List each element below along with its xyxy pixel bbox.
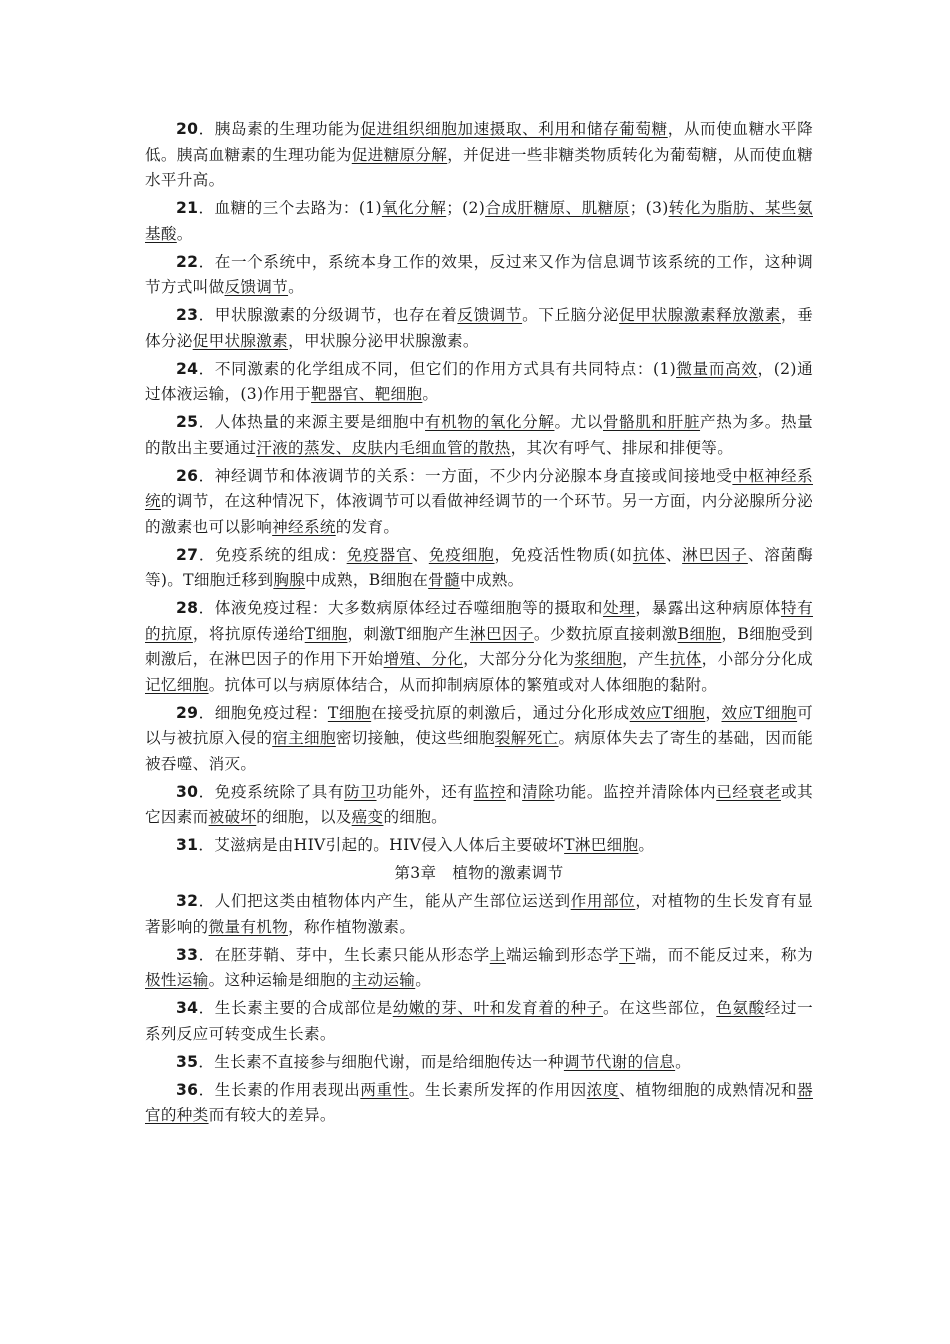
item-text: ．生长素不直接参与细胞代谢，而是给细胞传达一种 xyxy=(198,1052,564,1071)
numbered-item xyxy=(145,464,813,541)
underlined-answer: 骨髓 xyxy=(428,571,460,589)
item-number: 30 xyxy=(176,782,199,801)
item-text: 。 xyxy=(422,385,439,403)
item-text: ．人们把这类由植物体内产生，能从产生部位运送到 xyxy=(198,892,571,910)
underlined-answer: 监控 xyxy=(473,782,506,801)
underlined-answer: 淋巴因子 xyxy=(470,624,534,643)
item-text: ．神经调节和体液调节的关系：一方面，不少内分泌腺本身直接或间接地受 xyxy=(198,466,733,485)
item-number: 26 xyxy=(176,466,199,485)
underlined-answer: 作用部位 xyxy=(570,892,636,910)
document-page xyxy=(145,117,813,1131)
item-text: 。在这些部位， xyxy=(602,999,717,1017)
underlined-answer: 调节代谢的信息 xyxy=(563,1052,676,1071)
item-text: 或其它因素而 xyxy=(145,782,814,826)
item-text: 的发育。 xyxy=(335,517,400,536)
item-text: ．在一个系统中，系统本身工作的效果，反过来又作为信息调节该系统的工作，这种调节方式叫做 xyxy=(145,252,813,296)
underlined-answer: 特有的抗原 xyxy=(145,599,813,643)
item-number: 35 xyxy=(176,1052,199,1071)
item-text: 产热为多。热量的散出主要通过 xyxy=(145,413,813,457)
item-number: 33 xyxy=(176,945,199,964)
item-text: ，免疫活性物质(如 xyxy=(494,545,633,564)
underlined-answer: 微量而高效 xyxy=(676,359,758,378)
item-text: ，对植物的生长发育有显著影响的 xyxy=(145,892,813,936)
underlined-answer: 主动运输 xyxy=(351,971,416,989)
item-text: ，(2)通过体液运输，(3)作用于 xyxy=(145,359,813,403)
item-text: ．免疫系统的组成： xyxy=(198,545,347,564)
underlined-answer: 裂解死亡 xyxy=(494,729,559,747)
numbered-item xyxy=(145,196,813,247)
underlined-answer: 胸腺 xyxy=(273,571,306,589)
underlined-answer: 转化为脂肪、某些氨基酸 xyxy=(145,199,813,243)
item-text: ， xyxy=(705,703,722,722)
item-number: 29 xyxy=(176,703,199,722)
underlined-answer: 效应T细胞 xyxy=(629,703,706,722)
item-text: 功能外，还有 xyxy=(376,782,474,801)
underlined-answer: 抗体 xyxy=(632,545,666,564)
item-text: 密切接触，使这些细胞 xyxy=(335,729,495,747)
item-text: 。 xyxy=(675,1052,692,1071)
item-text: ，垂体分泌 xyxy=(145,306,813,350)
item-text: ，暴露出这种病原体 xyxy=(635,599,781,617)
numbered-item xyxy=(145,596,813,698)
numbered-item xyxy=(145,996,813,1047)
chapter-title: 第3章 植物的激素调节 xyxy=(394,864,564,882)
item-text: ．胰岛素的生理功能为 xyxy=(198,120,361,138)
item-text: 。下丘脑分泌 xyxy=(522,306,620,324)
underlined-answer: 神经系统 xyxy=(272,517,336,536)
underlined-answer: T淋巴细胞 xyxy=(564,836,639,854)
item-text: ．人体热量的来源主要是细胞中 xyxy=(198,413,426,431)
underlined-answer: 清除 xyxy=(522,782,555,801)
item-text: 、 xyxy=(665,545,683,564)
underlined-answer: 靶器官、靶细胞 xyxy=(311,385,423,403)
numbered-item xyxy=(145,357,813,408)
underlined-answer: 幼嫩的芽、叶和发育着的种子 xyxy=(392,999,603,1017)
numbered-item xyxy=(145,543,813,594)
item-text: 。病原体失去了寄生的基础，因而能被吞噬、消灭。 xyxy=(145,729,813,773)
item-number: 22 xyxy=(176,252,199,271)
underlined-answer: 癌变 xyxy=(351,808,384,826)
item-text: 的调节，在这种情况下，体液调节可以看做神经调节的一个环节。另一方面，内分泌腺所分泌的激素也可以影响 xyxy=(145,492,813,536)
underlined-answer: 促进组织细胞加速摄取、利用和储存葡萄糖 xyxy=(360,120,668,138)
item-text: 在接受抗原的刺激后，通过分化形成 xyxy=(371,703,630,722)
underlined-answer: 增殖、分化 xyxy=(383,650,464,668)
item-text: 端，而不能反过来，称为 xyxy=(635,945,813,964)
numbered-item xyxy=(145,117,813,194)
underlined-answer: 下 xyxy=(619,945,636,964)
item-number: 21 xyxy=(176,199,199,217)
item-number: 31 xyxy=(176,836,199,854)
item-number: 32 xyxy=(176,892,199,910)
numbered-item xyxy=(145,410,813,461)
underlined-answer: 宿主细胞 xyxy=(272,729,336,747)
item-text: 的细胞。 xyxy=(383,808,448,826)
item-text: 。尤以 xyxy=(554,413,603,431)
item-text: 、植物细胞的成熟情况和 xyxy=(619,1080,798,1099)
numbered-item xyxy=(145,943,813,994)
underlined-answer: 被破坏 xyxy=(208,808,257,826)
underlined-answer: 上 xyxy=(489,945,506,964)
item-text: 。少数抗原直接刺激 xyxy=(533,624,678,643)
underlined-answer: 免疫器官 xyxy=(346,545,413,564)
item-text: 中成熟，B细胞在 xyxy=(305,571,429,589)
underlined-answer: 合成肝糖原、肌糖原 xyxy=(485,199,630,217)
item-text: 。这种运输是细胞的 xyxy=(208,971,352,989)
underlined-answer: 促甲状腺激素释放激素 xyxy=(619,306,781,324)
item-number: 24 xyxy=(176,359,199,378)
item-text: 。 xyxy=(288,278,304,296)
underlined-answer: T细胞 xyxy=(304,624,348,643)
numbered-item xyxy=(145,303,813,354)
item-text: 和 xyxy=(505,782,523,801)
item-text: ．生长素主要的合成部位是 xyxy=(198,999,393,1017)
underlined-answer: 中枢神经系统 xyxy=(145,466,813,510)
underlined-answer: 浓度 xyxy=(586,1080,620,1099)
underlined-answer: 记忆细胞 xyxy=(145,675,209,694)
underlined-answer: 器官的种类 xyxy=(145,1080,813,1124)
underlined-answer: 防卫 xyxy=(344,782,377,801)
underlined-answer: 已经衰老 xyxy=(716,782,781,801)
numbered-item xyxy=(145,701,813,778)
item-number: 34 xyxy=(176,999,199,1017)
item-text: ．甲状腺激素的分级调节，也存在着 xyxy=(198,306,458,324)
item-text: ，并促进一些非糖类物质转化为葡萄糖，从而使血糖水平升高。 xyxy=(145,145,813,189)
item-text: ，从而使血糖水平降低。胰高血糖素的生理功能为 xyxy=(145,120,814,164)
item-number: 20 xyxy=(176,120,199,138)
underlined-answer: B细胞 xyxy=(677,624,722,643)
underlined-answer: 色氨酸 xyxy=(716,999,765,1017)
item-text: ，其次有呼气、排尿和排便等。 xyxy=(510,438,734,457)
item-text: 、 xyxy=(412,545,429,564)
item-text: ，产生 xyxy=(622,650,670,668)
underlined-answer: 汗液的蒸发、皮肤内毛细血管的散热 xyxy=(256,438,511,457)
underlined-answer: 微量有机物 xyxy=(208,917,289,936)
underlined-answer: 有机物的氧化分解 xyxy=(425,413,555,431)
underlined-answer: 处理 xyxy=(602,599,636,617)
numbered-item xyxy=(145,1050,813,1076)
item-text: ，称作植物激素。 xyxy=(288,917,416,936)
item-text: ．艾滋病是由HIV引起的。HIV侵入人体后主要破坏 xyxy=(198,836,565,854)
underlined-answer: 极性运输 xyxy=(145,971,209,989)
underlined-answer: 浆细胞 xyxy=(574,650,623,668)
item-text: ，B细胞受到刺激后，在淋巴因子的作用下开始 xyxy=(145,624,814,668)
item-text: ．不同激素的化学组成不同，但它们的作用方式具有共同特点：(1) xyxy=(198,359,677,378)
underlined-answer: 淋巴因子 xyxy=(682,545,748,564)
item-text: 而有较大的差异。 xyxy=(208,1106,336,1124)
item-text: ；(3) xyxy=(629,199,669,217)
underlined-answer: 氧化分解 xyxy=(381,199,447,217)
item-text: 的细胞，以及 xyxy=(256,808,352,826)
chapter-2-items xyxy=(145,117,813,859)
numbered-item xyxy=(145,780,813,831)
item-text: 。生长素所发挥的作用因 xyxy=(408,1080,587,1099)
item-number: 27 xyxy=(176,545,199,564)
underlined-answer: 抗体 xyxy=(669,650,702,668)
underlined-answer: 反馈调节 xyxy=(457,306,523,324)
item-text: 可以与被抗原入侵的 xyxy=(145,703,813,747)
item-text: 。 xyxy=(415,971,432,989)
item-text: 、溶菌酶等)。T细胞迁移到 xyxy=(145,545,813,589)
underlined-answer: 骨骼肌和肝脏 xyxy=(602,413,701,431)
item-text: ．体液免疫过程：大多数病原体经过吞噬细胞等的摄取和 xyxy=(198,599,603,617)
underlined-answer: 反馈调节 xyxy=(224,278,289,296)
item-text: ，将抗原传递给 xyxy=(192,624,305,643)
underlined-answer: 效应T细胞 xyxy=(721,703,798,722)
underlined-answer: 免疫细胞 xyxy=(428,545,495,564)
item-text: 中成熟。 xyxy=(459,571,524,589)
item-number: 25 xyxy=(176,413,199,431)
numbered-item xyxy=(145,889,813,940)
underlined-answer: T细胞 xyxy=(327,703,372,722)
item-text: ．生长素的作用表现出 xyxy=(198,1080,361,1099)
item-text: ，刺激T细胞产生 xyxy=(347,624,470,643)
numbered-item xyxy=(145,833,813,859)
chapter-3-items xyxy=(145,889,813,1129)
item-text: ．细胞免疫过程： xyxy=(198,703,328,722)
underlined-answer: 促甲状腺激素 xyxy=(192,331,289,350)
item-text: ．免疫系统除了具有 xyxy=(198,782,345,801)
item-text: ；(2) xyxy=(446,199,486,217)
item-text: 功能。监控并清除体内 xyxy=(554,782,717,801)
item-text: ，大部分分化为 xyxy=(463,650,575,668)
numbered-item xyxy=(145,250,813,301)
item-number: 36 xyxy=(176,1080,199,1099)
item-text: 。抗体可以与病原体结合，从而抑制病原体的繁殖或对人体细胞的黏附。 xyxy=(208,675,718,694)
underlined-answer: 促进糖原分解 xyxy=(351,145,448,164)
item-text: 端运输到形态学 xyxy=(505,945,620,964)
item-text: 经过一系列反应可转变成生长素。 xyxy=(145,999,813,1043)
item-text: 。 xyxy=(638,836,655,854)
numbered-item xyxy=(145,1078,813,1129)
underlined-answer: 两重性 xyxy=(360,1080,409,1099)
item-number: 28 xyxy=(176,599,199,617)
item-number: 23 xyxy=(176,306,199,324)
item-text: ，小部分分化成 xyxy=(701,650,813,668)
item-text: ．血糖的三个去路为：(1) xyxy=(198,199,382,217)
item-text: ．在胚芽鞘、芽中，生长素只能从形态学 xyxy=(198,945,490,964)
item-text: 。 xyxy=(176,224,193,243)
item-text: ，甲状腺分泌甲状腺激素。 xyxy=(288,331,479,350)
